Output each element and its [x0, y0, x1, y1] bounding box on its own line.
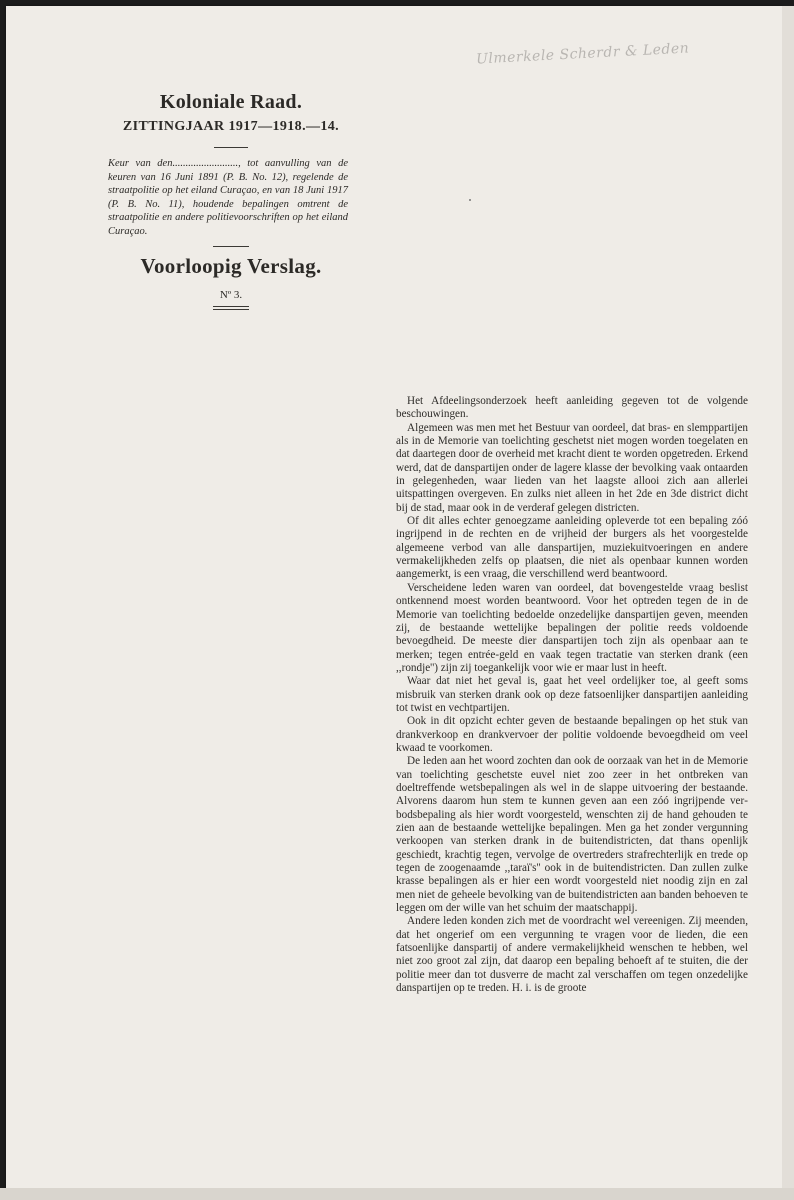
body-paragraph: Het Afdeelingsonderzoek heeft aanleiding gegeven tot de volgende beschouwingen.: [396, 395, 748, 421]
body-paragraph: Andere leden konden zich met de voordracht wel vereenigen. Zij meenden, dat het ongerief om een vergunning te vragen voor de lieden, die een fatsoenlijke danspartij of andere vermakelijkheid wenschen te hebben, wel niet zoo groot zal zijn, dat daarop een bepaling behoeft af te stuiten, die der politie meer dan tot dusverre de macht zal verschaffen om tegen onzedelijke danspartijen op te treden. H. i. is de groote: [396, 915, 748, 995]
body-paragraph: Ook in dit opzicht echter geven de bestaande bepalingen op het stuk van drankverkoop en drankvervoer der politie voldoende bevoegdheid om veel kwaad te voorkomen.: [396, 715, 748, 754]
body-paragraph: De leden aan het woord zochten dan ook de oorzaak van het in de Memorie van toelichting geschetste euvel niet zoo zeer in het ontbreken van doeltreffende wetsbepalingen als wel in de slappe uitvoering der bestaande. Alvorens daarom hun stem te kunnen geven aan een zóó ingrijpende verbodsbepaling als hier wordt voorgesteld, wenschten zij de hand gehouden te zien aan de bestaande wettelijke bepalingen. Men ga het zonder vergunning verkoopen van sterken drank in de buitendistricten, dat thans openlijk geschiedt, krachtig tegen, vervolge de overtreders strafrechterlijk en trede op tegen de zoogenaamde ,,taraï's'' ook in de buitendistricten. Dan zullen zulke krasse bepalingen als er hier een wordt voorgesteld niet noodig zijn en zal men niet de geheele bevolking van de buitendistricten aan banden behoeven te leggen om der wille van het schuim der maatschappij.: [396, 755, 748, 915]
body-paragraph: Waar dat niet het geval is, gaat het veel ordelijker toe, al geeft soms misbruik van sterken drank ook op deze fatsoenlijker danspartijen aanleiding tot twist en vechtpartijen.: [396, 675, 748, 714]
keur-description: Keur van den........................., tot aanvulling van de keuren van 16 Juni 1891 (P. B. No. 12), regelende de straatpolitie op het eiland Curaçao, en van 18 Juni 1917 (P. B. No. 11), houdende bepalingen omtrent de straatpolitie en andere politievoorschriften op het eiland Curaçao.: [108, 158, 348, 237]
document-title: Koloniale Raad.: [159, 91, 303, 113]
report-number: Nº 3.: [219, 288, 243, 301]
page-edge: [782, 6, 794, 1188]
double-divider: [213, 306, 249, 310]
report-body: [396, 395, 748, 995]
document-page: [6, 6, 782, 1188]
report-title: Voorloopig Verslag.: [140, 253, 322, 278]
handwritten-margin-note: Ulmerkele Scherdr & Leden: [475, 40, 690, 68]
body-paragraph: Verscheidene leden waren van oordeel, dat bovengestelde vraag beslist ontkennend moest worden beantwoord. Voor het optreden tegen de in de Memorie van toelichting bedoelde onzedelijke danspartijen geven, meenden zij, de bestaande wettelijke bepalingen der politie reeds voldoende bevoegdheid. De meeste dier danspartijen toch zijn als openbaar aan te merken; tegen entrée-geld en vaak tegen tractatie van sterken drank (een ,,rondje'') zijn zij toegankelijk voor wie er maar lust in heeft.: [396, 581, 748, 674]
body-paragraph: Of dit alles echter genoegzame aanleiding opleverde tot een bepaling zóó ingrijpend in de rechten en de vrijheid der burgers als het voorgestelde algemeene verbod van alle danspartijen, muziekuitvoeringen en andere vermakelijkheden zelfs op plaatsen, die niet als openbaar kunnen worden aangemerkt, is een vraag, die verschillend werd beantwoord.: [396, 515, 748, 581]
document-header: [96, 91, 366, 310]
ink-speck: [469, 199, 471, 201]
divider: [213, 246, 249, 247]
session-year: ZITTINGJAAR 1917—1918.—14.: [122, 119, 340, 134]
body-paragraph: Algemeen was men met het Bestuur van oordeel, dat bras- en slemppartijen als in de Memorie van toelichting geschetst niet mogen worden toegelaten en dat daartegen door de overheid met kracht dient te worden opgetreden. Erkend werd, dat de danspartijen onder de lagere klasse der bevolking vaak ontaarden in gelegenheden, waar lieden van het laagste allooi zich aan allerlei uitspattingen overgeven. En zulks niet alleen in het 2de en 3de district dicht bij de stad, maar ook in de verderaf gelegen districten.: [396, 421, 748, 514]
scan-background-strip: [0, 1188, 794, 1200]
divider: [214, 147, 248, 148]
